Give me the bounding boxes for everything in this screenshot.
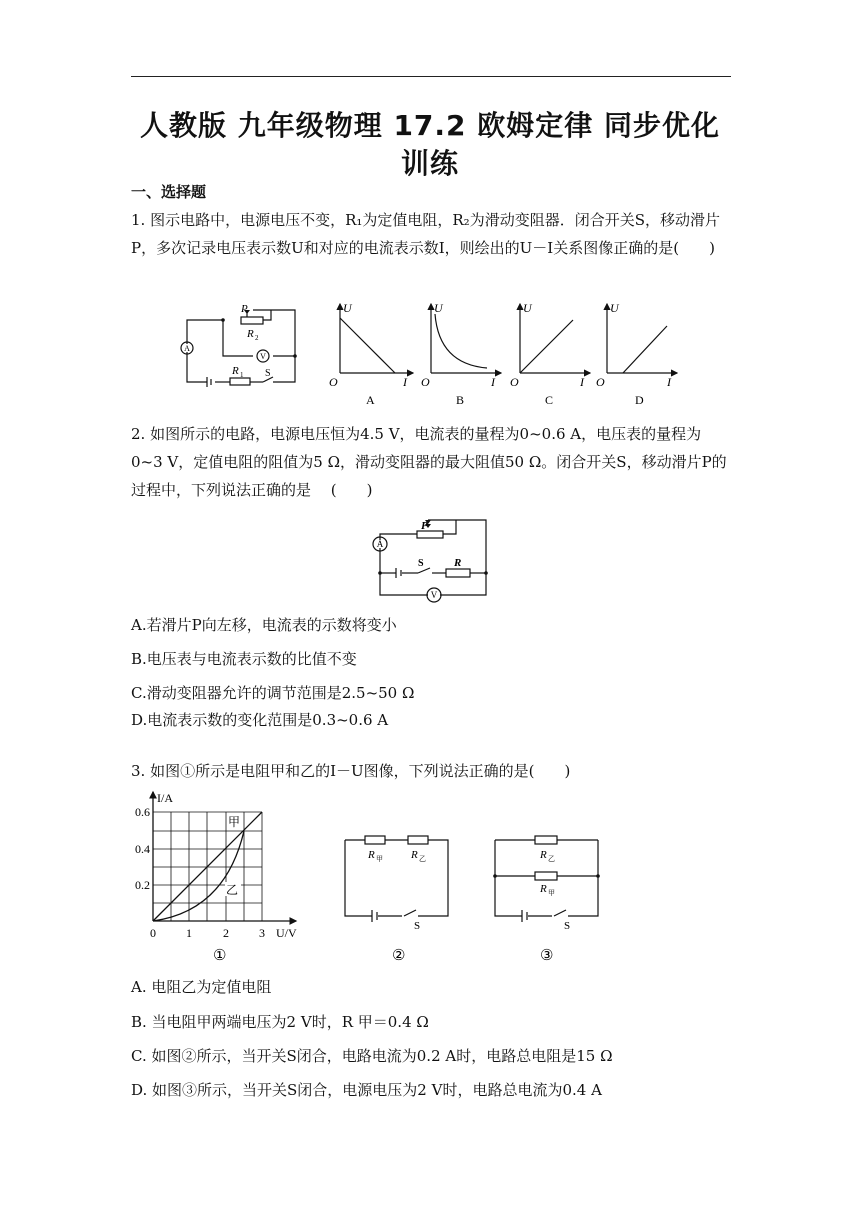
- q3-option-b: B. 当电阻甲两端电压为2 V时，R 甲＝0.4 Ω: [131, 1013, 429, 1031]
- c3-r-jia-sub: 甲: [548, 889, 555, 897]
- graph-a-x-label: I: [403, 375, 407, 389]
- c3-r-jia-label: R: [540, 883, 547, 895]
- c2-switch-label: S: [414, 920, 421, 932]
- q3-circuit-2: [340, 826, 455, 966]
- graph-d-x-label: I: [667, 375, 671, 389]
- q3-caption-1: ①: [213, 948, 227, 964]
- q2-voltmeter-label: V: [430, 590, 438, 600]
- graph-b-y-label: U: [434, 301, 443, 315]
- q3-caption-3: ③: [540, 948, 554, 964]
- q3-caption-2: ②: [392, 948, 406, 964]
- q1-r2-sub: 2: [255, 334, 259, 342]
- q3-graph-ylabel: I/A: [157, 791, 173, 805]
- page-title-line2: 训练: [400, 147, 459, 180]
- c2-r-yi-label: R: [411, 849, 418, 861]
- graph-b-caption: B: [456, 393, 465, 407]
- page-title-line1: 人教版 九年级物理 17.2 欧姆定律 同步优化: [139, 109, 721, 142]
- c2-r-jia-label: R: [368, 849, 375, 861]
- q2-option-d: D.电流表示数的变化范围是0.3~0.6 A: [131, 711, 389, 729]
- q2-option-b: B.电压表与电流表示数的比值不变: [131, 650, 357, 668]
- section-heading: 一、选择题: [131, 183, 207, 201]
- q2-slider-label: P: [421, 520, 428, 532]
- q1-r1-label: R: [232, 365, 239, 377]
- header-rule: [131, 76, 731, 77]
- graph-c-y-label: U: [523, 301, 532, 315]
- q3-stem: 3. 如图①所示是电阻甲和乙的I－U图像，下列说法正确的是( ): [131, 762, 571, 780]
- graph-c-origin: O: [510, 375, 519, 389]
- q3-graph-xlabel: U/V: [276, 926, 297, 940]
- graph-b-x-label: I: [491, 375, 495, 389]
- q2-option-c: C.滑动变阻器允许的调节范围是2.5~50 Ω: [131, 684, 415, 702]
- graph-c-x-label: I: [580, 375, 584, 389]
- q3-xtick-2: 2: [223, 926, 229, 940]
- graph-d-y-label: U: [610, 301, 619, 315]
- q3-xtick-0: 0: [150, 926, 156, 940]
- q3-xtick-1: 1: [186, 926, 192, 940]
- q2-circuit-diagram: [368, 516, 490, 608]
- q3-option-a: A. 电阻乙为定值电阻: [131, 978, 272, 996]
- q2-stem: 2. 如图所示的电路，电源电压恒为4.5 V，电流表的量程为0~0.6 A，电压表的量程为0~3 V，定值电阻的阻值为5 Ω，滑动变阻器的最大阻值50 Ω。闭合开关S，移动滑片P的过程中，下列说法正确的是 ( ): [131, 425, 727, 499]
- c3-switch-label: S: [564, 920, 571, 932]
- q1-stem: 1. 图示电路中，电源电压不变，R₁为定值电阻，R₂为滑动变阻器．闭合开关S，移动滑片P，多次记录电压表示数U和对应的电流表示数I，则绘出的U－I关系图像正确的是( ): [131, 211, 720, 257]
- q1-voltmeter-label: V: [260, 352, 266, 361]
- graph-b-origin: O: [421, 375, 430, 389]
- c3-r-yi-label: R: [540, 849, 547, 861]
- graph-a-caption: A: [366, 393, 375, 407]
- q1-circuit-diagram: [175, 300, 305, 390]
- q2-resistor-label: R: [454, 557, 462, 569]
- q1-slider-label: P: [241, 303, 248, 315]
- q3-label-jia: 甲: [228, 815, 241, 829]
- q1-r1-sub: 1: [240, 371, 244, 379]
- c2-r-jia-sub: 甲: [376, 855, 383, 863]
- q1-r2-label: R: [247, 328, 254, 340]
- graph-c-caption: C: [545, 393, 554, 407]
- q3-label-yi: 乙: [226, 883, 239, 897]
- graph-d-origin: O: [596, 375, 605, 389]
- q3-ytick-04: 0.4: [135, 842, 150, 856]
- c3-r-yi-sub: 乙: [548, 855, 555, 863]
- graph-a-origin: O: [329, 375, 338, 389]
- graph-d-caption: D: [635, 393, 644, 407]
- q3-circuit-3: [490, 826, 605, 966]
- q3-iu-graph: [120, 786, 310, 966]
- q1-graphs: [325, 298, 685, 410]
- c2-r-yi-sub: 乙: [419, 855, 426, 863]
- q2-option-a: A.若滑片P向左移，电流表的示数将变小: [131, 616, 397, 634]
- q1-switch-label: S: [265, 368, 271, 379]
- q3-ytick-06: 0.6: [135, 805, 150, 819]
- q1-ammeter-label: A: [184, 344, 190, 353]
- graph-a-y-label: U: [343, 301, 352, 315]
- q2-ammeter-label: A: [376, 539, 384, 549]
- q3-option-c: C. 如图②所示，当开关S闭合，电路电流为0.2 A时，电路总电阻是15 Ω: [131, 1047, 613, 1065]
- q3-option-d: D. 如图③所示，当开关S闭合，电源电压为2 V时，电路总电流为0.4 A: [131, 1081, 602, 1099]
- q3-xtick-3: 3: [259, 926, 265, 940]
- q3-ytick-02: 0.2: [135, 878, 150, 892]
- q2-switch-label: S: [418, 558, 424, 569]
